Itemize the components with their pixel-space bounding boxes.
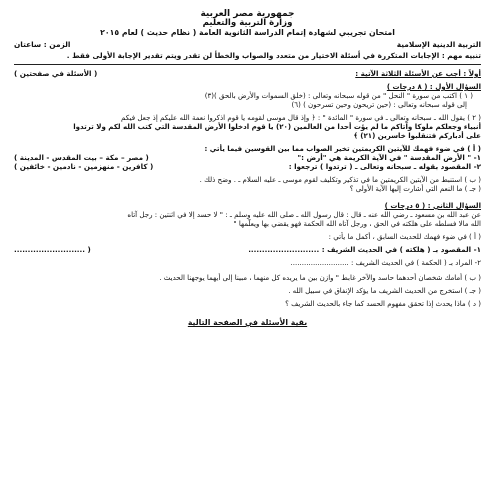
choice-two-options: ( كافرين - منهزمين - نادمين - خائفين ) — [14, 162, 154, 172]
choice-one-label: ١- " الأرض المقدسة " في الآية الكريمة هي "أرض :" — [297, 153, 481, 163]
hadith-line-two: الله مالا فسلطه على هلكته في الحق ، ورجل آتاه الله الحكمة فهو يقضي بها ويعلّمها " — [233, 219, 481, 229]
spacer — [14, 193, 481, 201]
question-one-part-two-line-three: على أدباركم فتنقلبوا خاسرين (٢١) ﴾ — [353, 131, 481, 141]
ministry-title: وزارة التربية والتعليم — [202, 18, 293, 29]
choice-two-label: ٢- المقصود بقوله ـ سبحانه وتعالى ـ ( ترتدوا ) ترجعوا : — [288, 162, 481, 172]
question-one-choice-instruction: ( أ ) في ضوء فهمك للآيتين الكريمتين تخير الصواب مما بين القوسين فيما يأتي : — [204, 144, 481, 154]
question-two-part-c: ( جـ ) استخرج من الحديث الشريف ما يؤكد الإنفاق في سبيل الله . — [288, 286, 481, 296]
question-two-instruction-a: ( أ ) في ضوء فهمك للحديث السابق ، أكمل ما يأتي : — [328, 232, 481, 242]
question-one-part-c: ( جـ ) ما النعم التي أشارت إليها الآية الأولى ؟ — [349, 184, 481, 194]
choice-row-one — [14, 153, 481, 162]
exam-title: امتحان تجريبي لشهادة إتمام الدراسة الثانوية العامة ( نظام حديث ) لعام ٢٠١٥ — [100, 28, 395, 38]
meta-left-group — [14, 40, 70, 49]
question-one-part-b: ( ب ) استنبط من الآيتين الكريمتين ما في تذكير وتكليف لقوم موسى ـ عليه السلام ـ . وضح ذلك . — [199, 175, 481, 185]
section-one-title: أولاً : أجب عن الأسئلة الثلاثة الآتية : — [355, 69, 481, 79]
country-title: جمهورية مصر العربية — [200, 9, 295, 19]
question-one-part-two-line-two: أنبياء وجعلكم ملوكا وآتاكم ما لم يؤت أحدا من العالمين (٢٠) يا قوم ادخلوا الأرض المقدسة التي كتب الله لكم ولا ترتدوا — [73, 122, 481, 132]
choice-row-two — [14, 162, 481, 171]
question-two-header: السؤال الثاني : ( ٥ درجات ) — [384, 201, 481, 211]
subject-label: التربية الدينية الإسلامية — [396, 39, 481, 49]
completion-row-one — [14, 245, 481, 254]
choice-one-options: ( مصر – مكة – بيت المقدس - المدينة ) — [14, 153, 149, 163]
question-one-part-one-continuation: إلى قوله سبحانه وتعالى : (حين تريحون وحين تسرحون ) (٦) — [291, 100, 467, 110]
question-one-part-two-line-one: ( ٢ ) يقول الله ـ سبحانه وتعالى ـ في سورة " المائدة " : ﴿ وإذ قال موسى لقومه يا قوم اذكروا نعمة الله عليكم إذ جعل فيكم — [121, 113, 481, 123]
completion-one: ١- المقصود بـ ( هلكته ) في الحديث الشريف : .......................... — [248, 245, 481, 255]
question-one-part-one: ( ١ ) اكتب من سورة " النحل " من قوله سبحانه وتعالى : (خلق السموات والأرض بالحق )(٣) — [204, 91, 473, 101]
section-one-header-row — [14, 69, 481, 78]
question-two-part-d: ( د ) ماذا يحدث إذا تحقق مفهوم الحسد كما جاء بالحديث الشريف ؟ — [285, 299, 481, 309]
continue-note: بقية الأسئلة في الصفحة التالية — [187, 318, 308, 328]
exam-meta-row — [14, 40, 481, 49]
question-two-part-b: ( ب ) أمامك شخصان أحدهما حاسد والآخر غابط " وازن بين ما يريده كل منهما ، مبينا إلى أيهما يوجهنا الحديث . — [159, 273, 481, 283]
completion-two: ٢- المراد بـ ( الحكمة ) في الحديث الشريف : .......................... — [290, 258, 481, 268]
hadith-line-one: عن عبد الله بن مسعود ـ رضي الله عنه ـ قال : قال رسول الله ـ صلى الله عليه وسلم ـ : " لا حسد إلا في اثنتين : رجل آتاه — [127, 210, 481, 220]
question-one-header: السؤال الأول : ( ٨ درجات ) — [386, 82, 481, 92]
exam-header — [14, 10, 481, 38]
section-one-pages-note: ( الأسئلة في صفحتين ) — [14, 69, 98, 79]
completion-one-continuation: ( .......................... — [14, 245, 91, 255]
time-label: الزمن : ساعتان — [14, 39, 71, 49]
exam-warning: تنبيه مهم : الإجابات المتكررة في أسئلة الاختيار من متعدد والصواب والخطأ لن تقدر ويتم تقدير الإجابة الأولى فقط . — [66, 50, 481, 60]
header-divider — [14, 64, 481, 65]
